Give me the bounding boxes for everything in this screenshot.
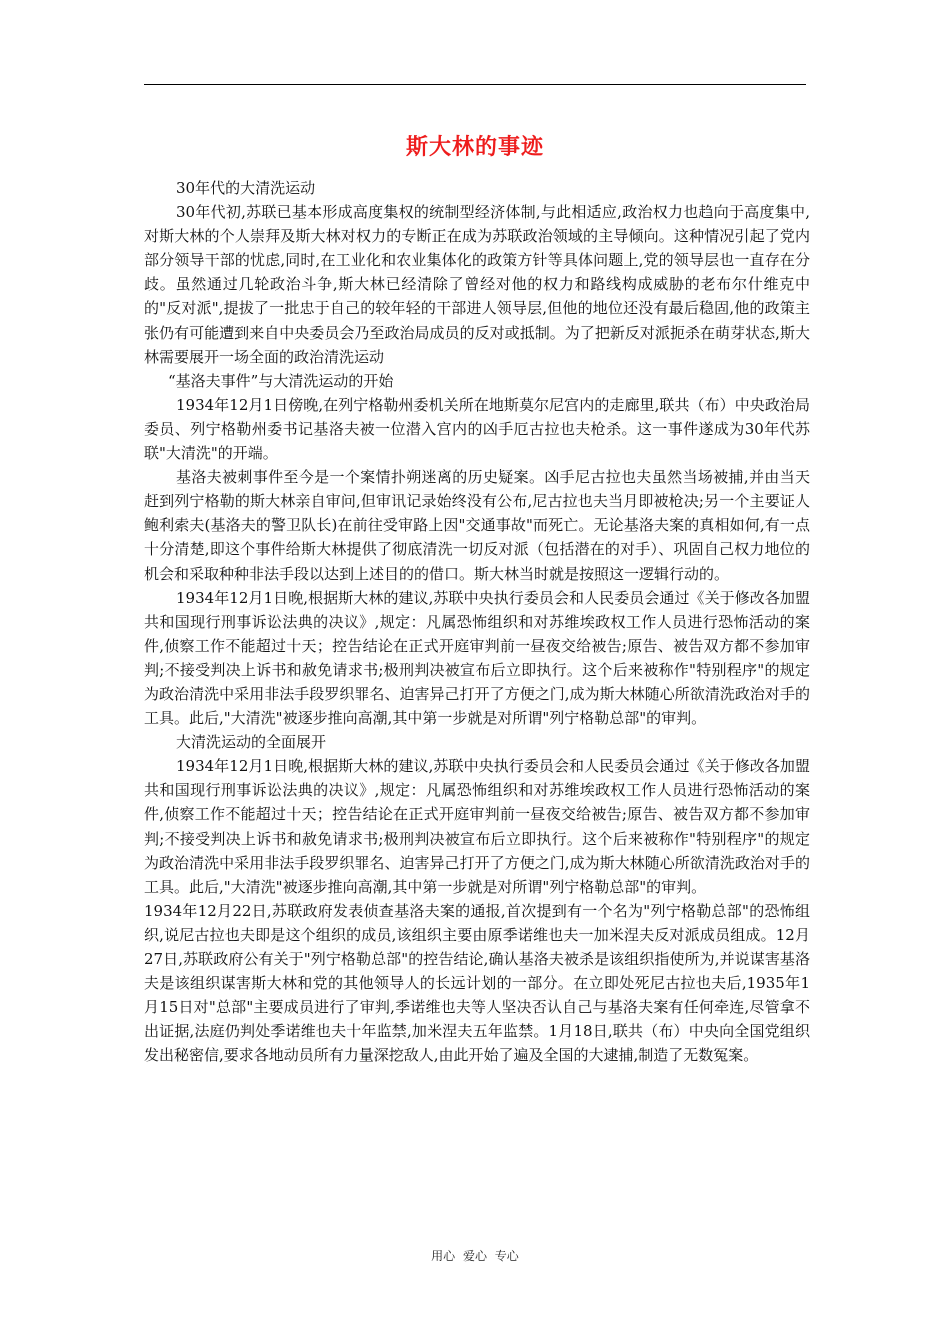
- document-title: 斯大林的事迹: [405, 135, 544, 160]
- document-body: [144, 176, 810, 1067]
- section-heading: “基洛夫事件”与大清洗运动的开始: [168, 371, 394, 390]
- header-rule: [144, 84, 806, 85]
- paragraph: 基洛夫被刺事件至今是一个案情扑朔迷离的历史疑案。凶手尼古拉也夫虽然当场被捕,并由当天赶到列宁格勒的斯大林亲自审问,但审讯记录始终没有公布,尼古拉也夫当月即被枪决;另一个主要证人鲍利索夫(基洛夫的警卫队长)在前往受审路上因"交通事故"而死亡。无论基洛夫案的真相如何,有一点十分清楚,即这个事件给斯大林提供了彻底清洗一切反对派（包括潜在的对手）、巩固自己权力地位的机会和采取种种非法手段以达到上述目的的借口。斯大林当时就是按照这一逻辑行动的。: [144, 468, 810, 583]
- paragraph: 1934年12月1日傍晚,在列宁格勒州委机关所在地斯莫尔尼宫内的走廊里,联共（布）中央政治局委员、列宁格勒州委书记基洛夫被一位潜入宫内的凶手厄古拉也夫枪杀。这一事件遂成为30年代苏联"大清洗"的开端。: [144, 395, 810, 463]
- section-heading: 30年代的大清洗运动: [176, 179, 316, 197]
- section-heading: 大清洗运动的全面展开: [176, 733, 327, 752]
- paragraph: 1934年12月22日,苏联政府发表侦查基洛夫案的通报,首次提到有一个名为"列宁格勒总部"的恐怖组织,说尼古拉也夫即是这个组织的成员,该组织主要由原季诺维也夫一加米涅夫反对派成员组成。12月27日,苏联政府公有关于"列宁格勒总部"的控告结论,确认基洛夫被杀是该组织指使所为,并说谋害基洛夫是该组织谋害斯大林和党的其他领导人的长远计划的一部分。在立即处死尼古拉也夫后,1935年1月15日对"总部"主要成员进行了审判,季诺维也夫等人坚决否认自己与基洛夫案有任何牵连,尽管拿不出证据,法庭仍判处季诺维也夫十年监禁,加米涅夫五年监禁。1月18日,联共（布）中央向全国党组织发出秘密信,要求各地动员所有力量深挖敌人,由此开始了遍及全国的大逮捕,制造了无数冤案。: [144, 901, 810, 1065]
- paragraph: 1934年12月1日晚,根据斯大林的建议,苏联中央执行委员会和人民委员会通过《关于修改各加盟共和国现行刑事诉讼法典的决议》,规定：凡属恐怖组织和对苏维埃政权工作人员进行恐怖活动的案件,侦察工作不能超过十天；控告结论在正式开庭审判前一昼夜交给被告;原告、被告双方都不参加审判;不接受判决上诉书和赦免请求书;极刑判决被宣布后立即执行。这个后来被称作"特别程序"的规定为政治清洗中采用非法手段罗织罪名、迫害异己打开了方便之门,成为斯大林随心所欲清洗政治对手的工具。此后,"大清洗"被逐步推向高潮,其中第一步就是对所谓"列宁格勒总部"的审判。: [144, 588, 810, 728]
- paragraph: 30年代初,苏联已基本形成高度集权的统制型经济体制,与此相适应,政治权力也趋向于高度集中,对斯大林的个人崇拜及斯大林对权力的专断正在成为苏联政治领域的主导倾向。这种情况引起了党内部分领导干部的忧虑,同时,在工业化和农业集体化的政策方针等具体问题上,党的领导层也一直存在分歧。虽然通过几轮政治斗争,斯大林已经清除了曾经对他的权力和路线构成威胁的老布尔什维克中的"反对派",提拔了一批忠于自己的较年轻的干部进人领导层,但他的地位还没有最后稳固,他的政策主张仍有可能遭到来自中央委员会乃至政治局成员的反对或抵制。为了把新反对派扼杀在萌芽状态,斯大林需要展开一场全面的政治清洗运动: [144, 203, 810, 366]
- page-footer: 用心 爱心 专心: [431, 1249, 519, 1263]
- paragraph: 1934年12月1日晚,根据斯大林的建议,苏联中央执行委员会和人民委员会通过《关于修改各加盟共和国现行刑事诉讼法典的决议》,规定：凡属恐怖组织和对苏维埃政权工作人员进行恐怖活动的案件,侦察工作不能超过十天；控告结论在正式开庭审判前一昼夜交给被告;原告、被告双方都不参加审判;不接受判决上诉书和赦免请求书;极刑判决被宣布后立即执行。这个后来被称作"特别程序"的规定为政治清洗中采用非法手段罗织罪名、迫害异己打开了方便之门,成为斯大林随心所欲清洗政治对手的工具。此后,"大清洗"被逐步推向高潮,其中第一步就是对所谓"列宁格勒总部"的审判。: [144, 757, 810, 896]
